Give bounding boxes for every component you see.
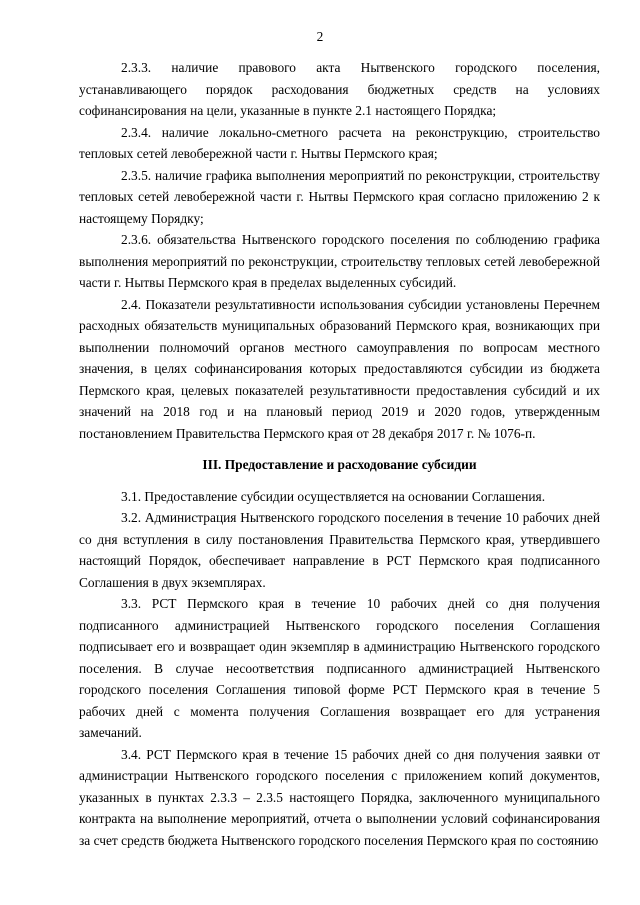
paragraph-2-3-3: 2.3.3. наличие правового акта Нытвенского городского поселения, устанавливающего порядок расходования бюджетных средств на условиях софинансирования на цели, указанные в пункте 2.1 настоящего Порядка; (79, 60, 600, 118)
section-heading: III. Предоставление и расходование субсидии (202, 457, 477, 472)
paragraph-3-3: 3.3. РСТ Пермского края в течение 10 рабочих дней со дня получения подписанного администрацией Нытвенского городского поселения Соглашения подписывает его и возвращает один экземпляр в администрацию Нытвенского городского поселения. В случае несоответствия подписанного администрацией Нытвенского городского поселения Соглашения типовой форме РСТ Пермского края в течение 5 рабочих дней с момента получения Соглашения возвращает его для устранения замечаний. (79, 596, 600, 740)
paragraph-2-3-6: 2.3.6. обязательства Нытвенского городского поселения по соблюдению графика выполнения мероприятий по реконструкции, строительству тепловых сетей левобережной части г. Нытвы Пермского края в пределах выделенных субсидий. (79, 232, 600, 290)
paragraph-3-4: 3.4. РСТ Пермского края в течение 15 рабочих дней со дня получения заявки от администрации Нытвенского городского поселения с приложением копий документов, указанных в пунктах 2.3.3 – 2.3.5 настоящего Порядка, заключенного муниципального контракта на выполнение мероприятий, отчета о выполнении условий софинансирования за счет средств бюджета Нытвенского городского поселения Пермского края по состоянию (79, 746, 600, 848)
paragraph-2-4: 2.4. Показатели результативности использования субсидии установлены Перечнем расходных обязательств муниципальных образований Пермского края, возникающих при выполнении полномочий органов местного самоуправления по вопросам местного значения, в целях софинансирования которых предоставляются субсидии из бюджета Пермского края, целевых показателей результативности предоставления субсидий и их значений на 2018 год и на плановый период 2019 и 2020 годов, утвержденным постановлением Правительства Пермского края от 28 декабря 2017 г. № 1076-п. (79, 296, 600, 441)
page-number: 2 (316, 29, 324, 44)
paragraph-3-2: 3.2. Администрация Нытвенского городского поселения в течение 10 рабочих дней со дня вступления в силу постановления Правительства Пермского края, утвердившего настоящий Порядок, обеспечивает направление в РСТ Пермского края подписанного Соглашения в двух экземплярах. (79, 510, 600, 590)
document-body (79, 57, 600, 851)
paragraph-3-1: 3.1. Предоставление субсидии осуществляется на основании Соглашения. (121, 488, 546, 504)
paragraph-2-3-5: 2.3.5. наличие графика выполнения мероприятий по реконструкции, строительству тепловых сетей левобережной части г. Нытвы Пермского края согласно приложению 2 к настоящему Порядку; (79, 167, 600, 226)
paragraph-2-3-4: 2.3.4. наличие локально-сметного расчета на реконструкцию, строительство тепловых сетей левобережной части г. Нытвы Пермского края; (79, 124, 600, 161)
